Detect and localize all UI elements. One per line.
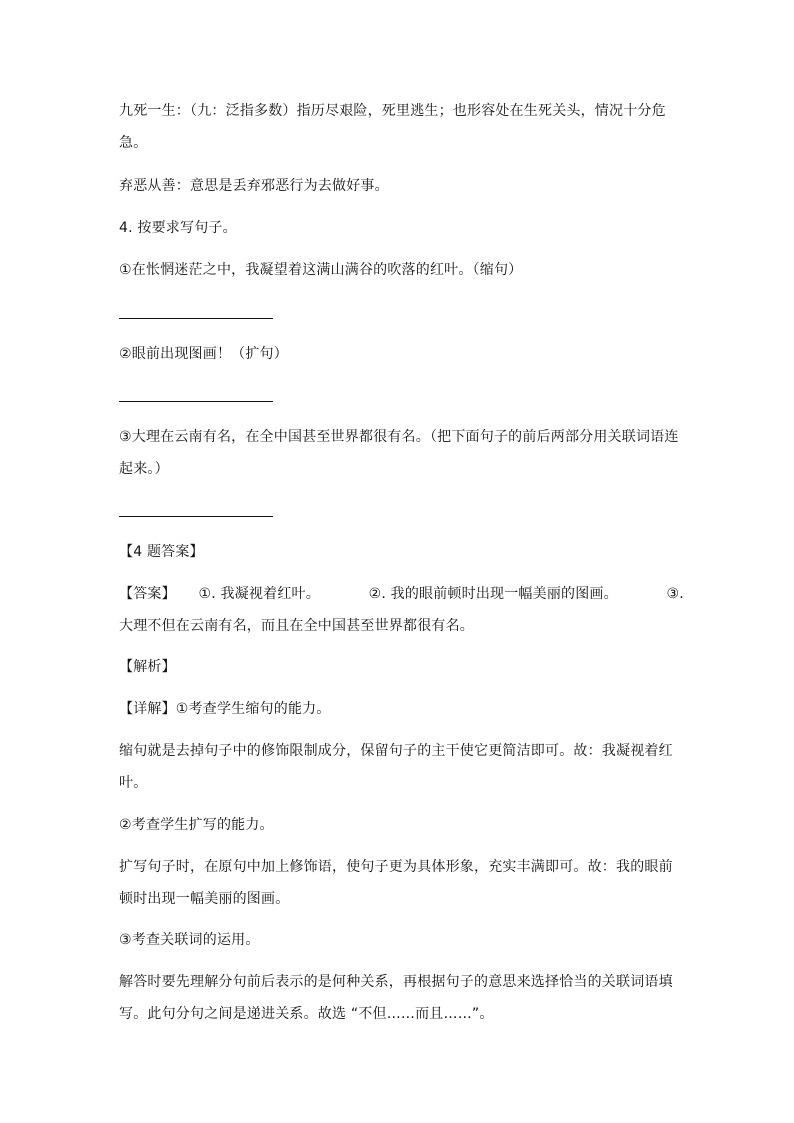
answer-heading: 【4 题答案】	[119, 544, 204, 560]
definition-jiusiyisheng-line1: 九死一生：（九：泛指多数）指历尽艰险，死里逃生；也形容处在生死关头，情况十分危	[119, 103, 666, 119]
question-item-1: ①在怅惘迷茫之中，我凝望着这满山满谷的吹落的红叶。（缩句）	[119, 262, 523, 278]
analysis-kuoju-line2: 顿时出现一幅美丽的图画。	[119, 891, 290, 907]
question-item-3-line2: 起来。）	[119, 461, 169, 477]
answer-blank-1	[119, 318, 273, 319]
analysis-detail-1: 【详解】①考查学生缩句的能力。	[119, 701, 331, 717]
answer-item-1: ①. 我凝视着红叶。	[198, 586, 320, 602]
question-item-3-line1: ③大理在云南有名，在全中国甚至世界都很有名。（把下面句子的前后两部分用关联词语连	[119, 429, 679, 445]
question-title: 4. 按要求写句子。	[119, 220, 237, 236]
analysis-guanlianci-line1: 解答时要先理解分句前后表示的是何种关系，再根据句子的意思来选择恰当的关联词语填	[119, 974, 673, 990]
analysis-detail-3: ③考查关联词的运用。	[119, 932, 260, 948]
answer-line1	[119, 584, 684, 604]
analysis-detail-2: ②考查学生扩写的能力。	[119, 817, 274, 833]
question-item-2: ②眼前出现图画！（扩句）	[119, 346, 288, 362]
analysis-kuoju-line1: 扩写句子时，在原句中加上修饰语，使句子更为具体形象，充实丰满即可。故：我的眼前	[119, 859, 673, 875]
answer-item-2: ②. 我的眼前顿时出现一幅美丽的图画。	[368, 586, 618, 602]
definition-qieecongshan: 弃恶从善：意思是丢弃邪恶行为去做好事。	[119, 178, 389, 194]
answer-item-3-text: 大理不但在云南有名，而且在全中国甚至世界都很有名。	[119, 618, 474, 634]
answer-blank-3	[119, 516, 273, 517]
analysis-suoju-line1: 缩句就是去掉句子中的修饰限制成分，保留句子的主干使它更简洁即可。故：我凝视着红	[119, 743, 673, 759]
answer-item-3-number: ③.	[666, 586, 684, 602]
analysis-heading: 【解析】	[119, 659, 176, 675]
analysis-suoju-line2: 叶。	[119, 775, 148, 791]
answer-blank-2	[119, 401, 273, 402]
definition-jiusiyisheng-line2: 急。	[119, 135, 148, 151]
analysis-guanlianci-line2: 写。此句分句之间是递进关系。故选 “不但……而且……”。	[119, 1006, 494, 1022]
answer-label: 【答案】	[119, 586, 176, 602]
